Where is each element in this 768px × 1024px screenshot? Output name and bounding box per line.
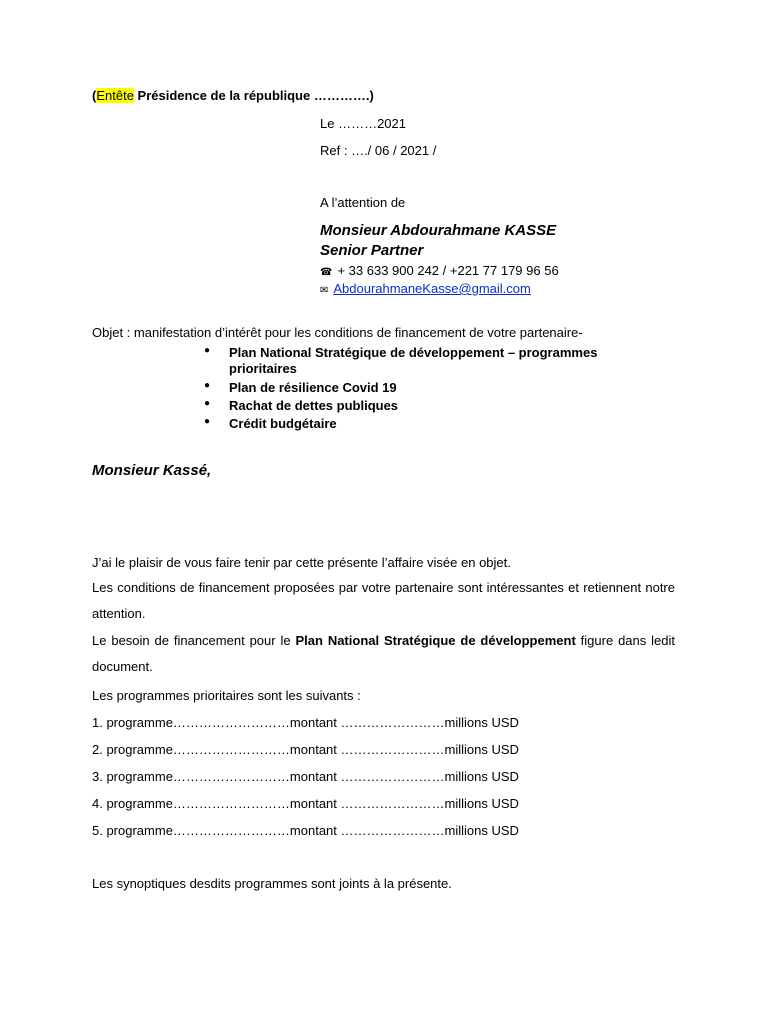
attention-line: A l’attention de	[320, 195, 406, 210]
bullet-item	[204, 416, 654, 436]
recipient-email-line	[320, 281, 531, 296]
bullet-dot-icon: ●	[204, 398, 211, 409]
body-paragraph-1: J’ai le plaisir de vous faire tenir par cette présente l’affaire visée en objet.	[92, 555, 511, 570]
object-line: Objet : manifestation d’intérêt pour les conditions de financement de votre partenaire-	[92, 325, 583, 340]
bullet-text-continuation: prioritaires	[229, 361, 297, 376]
letterhead-open-paren: (	[92, 88, 97, 103]
body-paragraph-5: Les synoptiques desdits programmes sont joints à la présente.	[92, 876, 452, 891]
p3-bold-plan: Plan National Stratégique de développement	[295, 633, 576, 648]
recipient-phone-line	[320, 263, 559, 278]
bullet-text: Plan National Stratégique de développement – programmes	[229, 345, 598, 360]
bullet-dot-icon: ●	[204, 380, 211, 391]
program-line: 2. programme………………………montant ……………………millions USD	[92, 742, 519, 757]
letterhead-line	[92, 88, 374, 103]
program-line: 1. programme………………………montant ……………………millions USD	[92, 715, 519, 730]
reference-line: Ref : …./ 06 / 2021 /	[320, 143, 437, 158]
bullet-text: Rachat de dettes publiques	[229, 398, 399, 413]
date-line: Le ………2021	[320, 116, 406, 131]
bullet-text: Plan de résilience Covid 19	[229, 380, 397, 395]
p3-after: figure dans ledit document.	[92, 633, 675, 674]
bullet-item	[204, 398, 654, 418]
salutation: Monsieur Kassé,	[92, 462, 212, 479]
recipient-phone: + 33 633 900 242 / +221 77 179 96 56	[337, 263, 559, 278]
letterhead-presidence: Présidence de la république ………….)	[133, 88, 374, 103]
recipient-title: Senior Partner	[320, 242, 424, 259]
bullet-dot-icon: ●	[204, 345, 211, 356]
body-paragraph-2: Les conditions de financement proposées par votre partenaire sont intéressantes et retiennent notre attention.	[92, 580, 675, 621]
recipient-email-link[interactable]: AbdourahmaneKasse@gmail.com	[333, 281, 531, 296]
bullet-dot-icon: ●	[204, 416, 211, 427]
bullet-text: Crédit budgétaire	[229, 416, 337, 431]
recipient-name: Monsieur Abdourahmane KASSE	[320, 222, 557, 239]
bullet-item	[204, 380, 654, 400]
programs-intro: Les programmes prioritaires sont les suivants :	[92, 688, 361, 703]
entete-highlight: Entête	[96, 88, 134, 103]
body-paragraph-3	[92, 628, 675, 680]
program-line: 5. programme………………………montant ……………………millions USD	[92, 823, 519, 838]
program-line: 4. programme………………………montant ……………………millions USD	[92, 796, 519, 811]
program-line: 3. programme………………………montant ……………………millions USD	[92, 769, 519, 784]
phone-icon: ☎	[320, 267, 333, 278]
email-icon: ✉	[320, 285, 329, 296]
p3-before: Le besoin de financement pour le	[92, 633, 296, 648]
